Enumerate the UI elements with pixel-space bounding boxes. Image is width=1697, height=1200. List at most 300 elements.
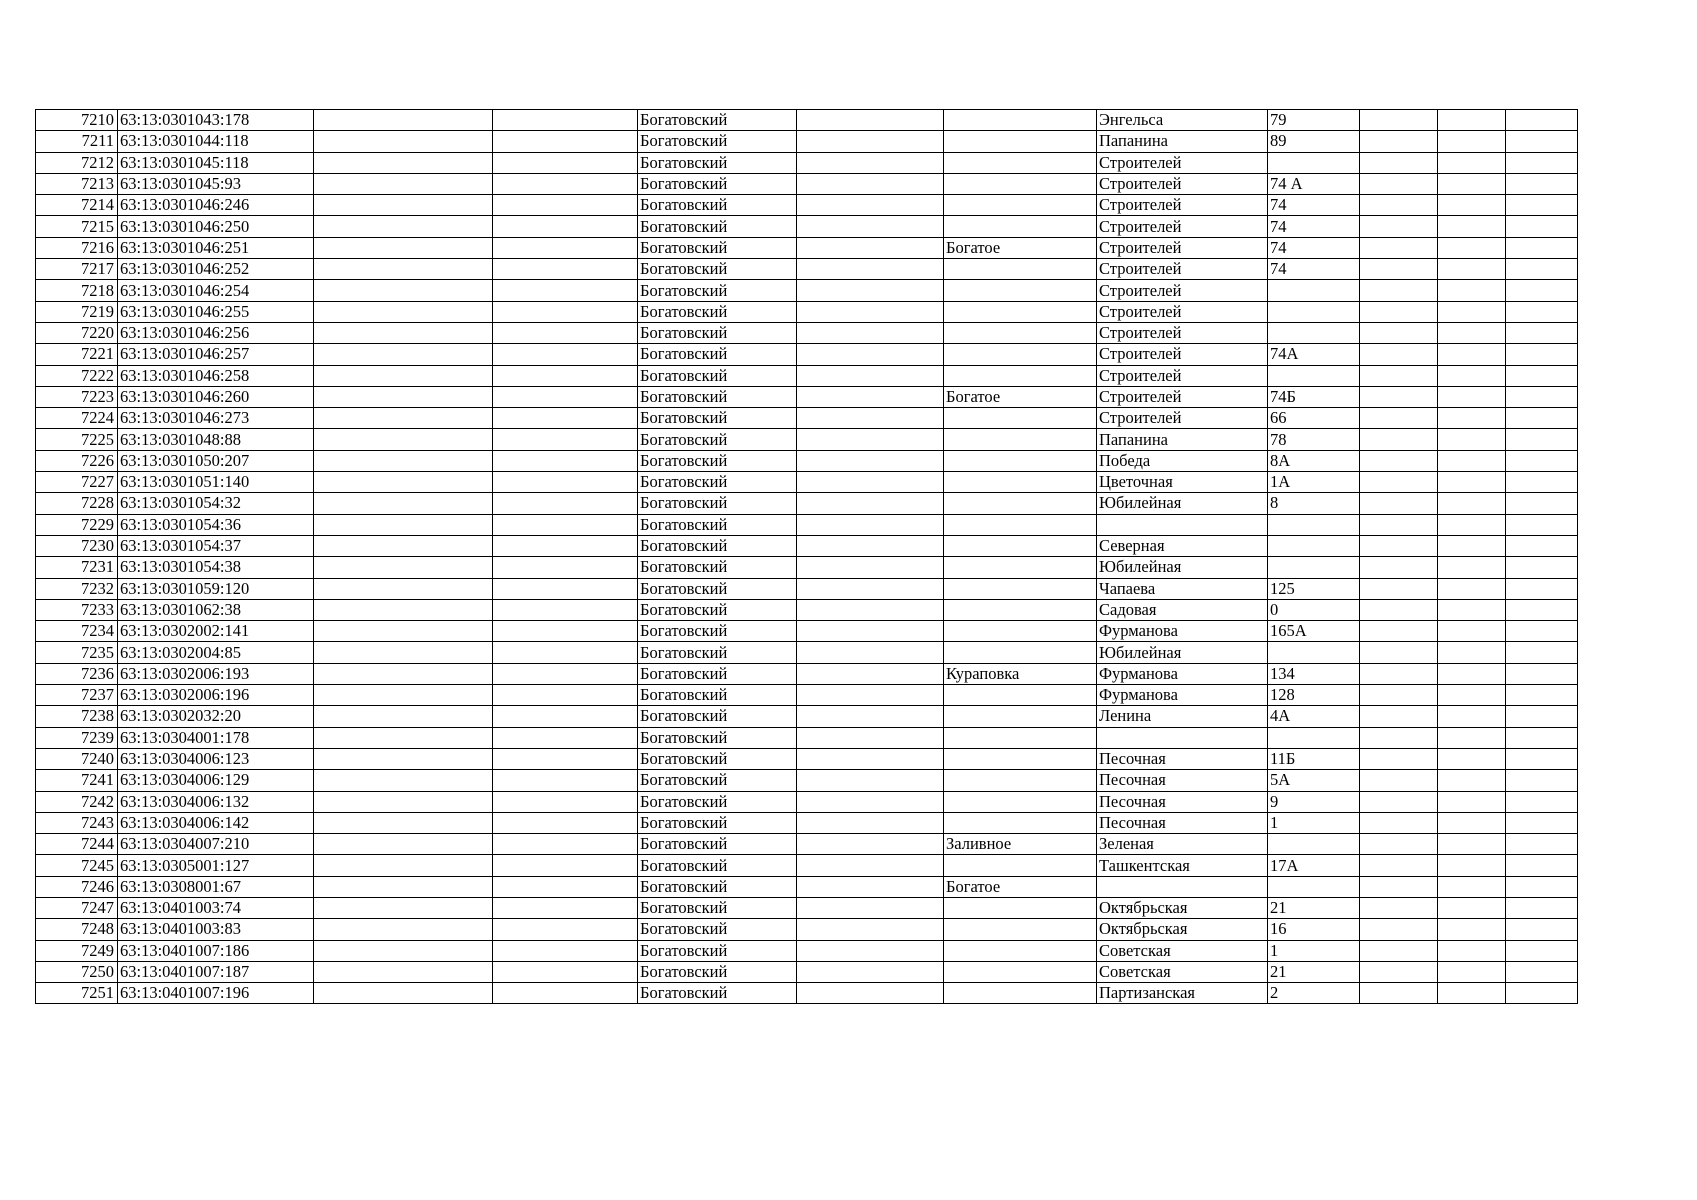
district-cell: Богатовский [638,578,797,599]
blank-cell-12 [1506,855,1578,876]
locality-cell [944,621,1097,642]
blank-cell-4 [493,685,638,706]
street-cell: Советская [1097,940,1268,961]
street-cell: Октябрьская [1097,897,1268,918]
blank-cell-12 [1506,259,1578,280]
blank-cell-6 [797,919,944,940]
district-cell: Богатовский [638,131,797,152]
cadastral-number-cell: 63:13:0301054:32 [118,493,314,514]
district-cell: Богатовский [638,855,797,876]
blank-cell-6 [797,685,944,706]
table-row [36,812,1578,833]
cadastral-number-cell: 63:13:0301054:36 [118,514,314,535]
blank-cell-6 [797,514,944,535]
blank-cell-12 [1506,152,1578,173]
table-row [36,642,1578,663]
house-number-cell [1268,322,1360,343]
blank-cell-3 [314,216,493,237]
cadastral-number-cell: 63:13:0302006:196 [118,685,314,706]
blank-cell-11 [1438,983,1506,1004]
blank-cell-11 [1438,216,1506,237]
house-number-cell: 2 [1268,983,1360,1004]
street-cell [1097,727,1268,748]
cadastral-number-cell: 63:13:0304006:123 [118,748,314,769]
blank-cell-12 [1506,599,1578,620]
blank-cell-4 [493,940,638,961]
house-number-cell: 74 [1268,195,1360,216]
street-cell: Чапаева [1097,578,1268,599]
blank-cell-11 [1438,834,1506,855]
blank-cell-10 [1360,642,1438,663]
district-cell: Богатовский [638,195,797,216]
street-cell: Ленина [1097,706,1268,727]
street-cell: Песочная [1097,791,1268,812]
blank-cell-10 [1360,621,1438,642]
blank-cell-11 [1438,237,1506,258]
cadastral-number-cell: 63:13:0304006:142 [118,812,314,833]
house-number-cell: 79 [1268,110,1360,131]
blank-cell-10 [1360,599,1438,620]
row-number-cell: 7227 [36,472,118,493]
house-number-cell [1268,365,1360,386]
table-row [36,535,1578,556]
table-row [36,216,1578,237]
street-cell: Строителей [1097,408,1268,429]
blank-cell-6 [797,535,944,556]
blank-cell-12 [1506,472,1578,493]
blank-cell-11 [1438,919,1506,940]
table-row [36,834,1578,855]
blank-cell-11 [1438,770,1506,791]
row-number-cell: 7233 [36,599,118,620]
blank-cell-4 [493,173,638,194]
blank-cell-6 [797,812,944,833]
blank-cell-4 [493,834,638,855]
blank-cell-3 [314,599,493,620]
blank-cell-3 [314,408,493,429]
street-cell: Строителей [1097,216,1268,237]
table-row [36,940,1578,961]
house-number-cell: 1 [1268,812,1360,833]
street-cell: Песочная [1097,748,1268,769]
blank-cell-6 [797,237,944,258]
blank-cell-6 [797,173,944,194]
blank-cell-3 [314,897,493,918]
blank-cell-3 [314,663,493,684]
house-number-cell [1268,727,1360,748]
cadastral-number-cell: 63:13:0302006:193 [118,663,314,684]
house-number-cell: 21 [1268,897,1360,918]
house-number-cell [1268,557,1360,578]
blank-cell-6 [797,706,944,727]
row-number-cell: 7221 [36,344,118,365]
table-row [36,514,1578,535]
blank-cell-12 [1506,812,1578,833]
cadastral-number-cell: 63:13:0304006:129 [118,770,314,791]
cadastral-number-cell: 63:13:0301046:252 [118,259,314,280]
district-cell: Богатовский [638,237,797,258]
blank-cell-11 [1438,173,1506,194]
house-number-cell: 74 [1268,259,1360,280]
district-cell: Богатовский [638,834,797,855]
house-number-cell: 8 [1268,493,1360,514]
blank-cell-10 [1360,280,1438,301]
table-row [36,195,1578,216]
locality-cell: Богатое [944,237,1097,258]
locality-cell [944,301,1097,322]
district-cell: Богатовский [638,897,797,918]
blank-cell-12 [1506,280,1578,301]
blank-cell-3 [314,322,493,343]
blank-cell-12 [1506,322,1578,343]
blank-cell-3 [314,450,493,471]
cadastral-number-cell: 63:13:0302032:20 [118,706,314,727]
row-number-cell: 7226 [36,450,118,471]
row-number-cell: 7249 [36,940,118,961]
blank-cell-11 [1438,812,1506,833]
blank-cell-11 [1438,344,1506,365]
district-cell: Богатовский [638,152,797,173]
blank-cell-11 [1438,514,1506,535]
cadastral-number-cell: 63:13:0301054:38 [118,557,314,578]
blank-cell-11 [1438,259,1506,280]
district-cell: Богатовский [638,365,797,386]
blank-cell-4 [493,983,638,1004]
cadastral-number-cell: 63:13:0401007:186 [118,940,314,961]
blank-cell-10 [1360,578,1438,599]
blank-cell-10 [1360,173,1438,194]
blank-cell-12 [1506,557,1578,578]
district-cell: Богатовский [638,983,797,1004]
blank-cell-6 [797,897,944,918]
blank-cell-3 [314,706,493,727]
district-cell: Богатовский [638,408,797,429]
house-number-cell: 0 [1268,599,1360,620]
row-number-cell: 7235 [36,642,118,663]
street-cell: Победа [1097,450,1268,471]
cadastral-number-cell: 63:13:0302004:85 [118,642,314,663]
blank-cell-12 [1506,365,1578,386]
cadastral-number-cell: 63:13:0401007:196 [118,983,314,1004]
cadastral-number-cell: 63:13:0301046:254 [118,280,314,301]
blank-cell-11 [1438,940,1506,961]
blank-cell-11 [1438,365,1506,386]
district-cell: Богатовский [638,450,797,471]
cadastral-number-cell: 63:13:0301054:37 [118,535,314,556]
table-row [36,876,1578,897]
blank-cell-6 [797,344,944,365]
row-number-cell: 7234 [36,621,118,642]
table-row [36,578,1578,599]
district-cell: Богатовский [638,876,797,897]
row-number-cell: 7241 [36,770,118,791]
blank-cell-4 [493,642,638,663]
table-row [36,408,1578,429]
blank-cell-12 [1506,663,1578,684]
locality-cell [944,599,1097,620]
blank-cell-11 [1438,280,1506,301]
cadastral-number-cell: 63:13:0308001:67 [118,876,314,897]
blank-cell-4 [493,450,638,471]
blank-cell-10 [1360,365,1438,386]
blank-cell-4 [493,727,638,748]
district-cell: Богатовский [638,322,797,343]
row-number-cell: 7251 [36,983,118,1004]
locality-cell: Заливное [944,834,1097,855]
blank-cell-10 [1360,983,1438,1004]
blank-cell-6 [797,599,944,620]
blank-cell-11 [1438,727,1506,748]
street-cell: Строителей [1097,280,1268,301]
blank-cell-11 [1438,557,1506,578]
blank-cell-11 [1438,961,1506,982]
blank-cell-12 [1506,429,1578,450]
blank-cell-11 [1438,131,1506,152]
district-cell: Богатовский [638,493,797,514]
row-number-cell: 7213 [36,173,118,194]
house-number-cell [1268,834,1360,855]
house-number-cell [1268,152,1360,173]
blank-cell-10 [1360,472,1438,493]
blank-cell-12 [1506,727,1578,748]
blank-cell-4 [493,770,638,791]
blank-cell-11 [1438,855,1506,876]
blank-cell-10 [1360,152,1438,173]
blank-cell-10 [1360,514,1438,535]
district-cell: Богатовский [638,216,797,237]
row-number-cell: 7229 [36,514,118,535]
blank-cell-6 [797,472,944,493]
row-number-cell: 7230 [36,535,118,556]
blank-cell-3 [314,195,493,216]
blank-cell-12 [1506,961,1578,982]
blank-cell-11 [1438,450,1506,471]
blank-cell-3 [314,621,493,642]
blank-cell-11 [1438,706,1506,727]
street-cell: Октябрьская [1097,919,1268,940]
blank-cell-11 [1438,301,1506,322]
locality-cell [944,748,1097,769]
blank-cell-4 [493,961,638,982]
blank-cell-4 [493,472,638,493]
row-number-cell: 7236 [36,663,118,684]
cadastral-number-cell: 63:13:0301046:251 [118,237,314,258]
cadastral-number-cell: 63:13:0301044:118 [118,131,314,152]
blank-cell-11 [1438,578,1506,599]
cadastral-number-cell: 63:13:0301051:140 [118,472,314,493]
cadastral-number-cell: 63:13:0401003:74 [118,897,314,918]
blank-cell-4 [493,897,638,918]
row-number-cell: 7212 [36,152,118,173]
house-number-cell: 1А [1268,472,1360,493]
blank-cell-4 [493,280,638,301]
cadastral-number-cell: 63:13:0301046:257 [118,344,314,365]
blank-cell-10 [1360,748,1438,769]
blank-cell-10 [1360,663,1438,684]
blank-cell-11 [1438,322,1506,343]
table-row [36,748,1578,769]
blank-cell-4 [493,344,638,365]
blank-cell-6 [797,983,944,1004]
house-number-cell: 89 [1268,131,1360,152]
locality-cell [944,344,1097,365]
blank-cell-4 [493,621,638,642]
blank-cell-4 [493,110,638,131]
table-row [36,386,1578,407]
blank-cell-3 [314,514,493,535]
blank-cell-3 [314,173,493,194]
locality-cell [944,365,1097,386]
table-row [36,365,1578,386]
blank-cell-12 [1506,791,1578,812]
blank-cell-4 [493,706,638,727]
blank-cell-12 [1506,876,1578,897]
street-cell: Строителей [1097,173,1268,194]
row-number-cell: 7211 [36,131,118,152]
house-number-cell: 1 [1268,940,1360,961]
row-number-cell: 7246 [36,876,118,897]
house-number-cell: 74 [1268,237,1360,258]
district-cell: Богатовский [638,621,797,642]
cadastral-number-cell: 63:13:0301046:256 [118,322,314,343]
table-row [36,450,1578,471]
blank-cell-6 [797,834,944,855]
cadastral-number-cell: 63:13:0301062:38 [118,599,314,620]
blank-cell-4 [493,748,638,769]
blank-cell-4 [493,514,638,535]
row-number-cell: 7239 [36,727,118,748]
table-row [36,897,1578,918]
district-cell: Богатовский [638,663,797,684]
blank-cell-6 [797,855,944,876]
house-number-cell: 78 [1268,429,1360,450]
blank-cell-6 [797,322,944,343]
blank-cell-12 [1506,748,1578,769]
blank-cell-11 [1438,152,1506,173]
row-number-cell: 7222 [36,365,118,386]
street-cell: Строителей [1097,152,1268,173]
house-number-cell [1268,876,1360,897]
blank-cell-6 [797,642,944,663]
table-row [36,557,1578,578]
district-cell: Богатовский [638,961,797,982]
blank-cell-3 [314,685,493,706]
row-number-cell: 7210 [36,110,118,131]
table-row [36,663,1578,684]
row-number-cell: 7231 [36,557,118,578]
district-cell: Богатовский [638,259,797,280]
locality-cell [944,557,1097,578]
table-row [36,770,1578,791]
district-cell: Богатовский [638,557,797,578]
district-cell: Богатовский [638,706,797,727]
table-row [36,919,1578,940]
blank-cell-3 [314,578,493,599]
blank-cell-3 [314,940,493,961]
house-number-cell [1268,514,1360,535]
blank-cell-11 [1438,748,1506,769]
table-row [36,344,1578,365]
blank-cell-6 [797,110,944,131]
blank-cell-11 [1438,535,1506,556]
blank-cell-6 [797,280,944,301]
blank-cell-12 [1506,301,1578,322]
row-number-cell: 7238 [36,706,118,727]
blank-cell-12 [1506,535,1578,556]
district-cell: Богатовский [638,514,797,535]
blank-cell-4 [493,557,638,578]
blank-cell-12 [1506,386,1578,407]
street-cell: Строителей [1097,344,1268,365]
table-row [36,855,1578,876]
house-number-cell: 11Б [1268,748,1360,769]
row-number-cell: 7215 [36,216,118,237]
blank-cell-6 [797,493,944,514]
cadastral-number-cell: 63:13:0302002:141 [118,621,314,642]
blank-cell-3 [314,301,493,322]
house-number-cell: 74А [1268,344,1360,365]
street-cell: Юбилейная [1097,557,1268,578]
blank-cell-6 [797,365,944,386]
blank-cell-12 [1506,578,1578,599]
street-cell: Папанина [1097,429,1268,450]
blank-cell-12 [1506,493,1578,514]
blank-cell-12 [1506,621,1578,642]
blank-cell-10 [1360,685,1438,706]
blank-cell-12 [1506,237,1578,258]
house-number-cell [1268,301,1360,322]
locality-cell [944,514,1097,535]
blank-cell-4 [493,535,638,556]
street-cell: Фурманова [1097,663,1268,684]
locality-cell [944,812,1097,833]
district-cell: Богатовский [638,812,797,833]
house-number-cell: 128 [1268,685,1360,706]
house-number-cell [1268,535,1360,556]
house-number-cell: 9 [1268,791,1360,812]
cadastral-number-cell: 63:13:0301045:118 [118,152,314,173]
blank-cell-3 [314,748,493,769]
row-number-cell: 7245 [36,855,118,876]
blank-cell-4 [493,812,638,833]
blank-cell-6 [797,152,944,173]
blank-cell-3 [314,429,493,450]
table-row [36,599,1578,620]
blank-cell-10 [1360,876,1438,897]
cadastral-number-cell: 63:13:0301050:207 [118,450,314,471]
district-cell: Богатовский [638,110,797,131]
street-cell: Партизанская [1097,983,1268,1004]
table-row [36,685,1578,706]
district-cell: Богатовский [638,599,797,620]
street-cell: Строителей [1097,301,1268,322]
row-number-cell: 7216 [36,237,118,258]
cadastral-number-cell: 63:13:0401007:187 [118,961,314,982]
locality-cell [944,195,1097,216]
blank-cell-12 [1506,983,1578,1004]
blank-cell-4 [493,855,638,876]
locality-cell [944,493,1097,514]
blank-cell-11 [1438,791,1506,812]
blank-cell-3 [314,280,493,301]
row-number-cell: 7219 [36,301,118,322]
table-row [36,280,1578,301]
blank-cell-11 [1438,663,1506,684]
blank-cell-3 [314,493,493,514]
blank-cell-6 [797,770,944,791]
blank-cell-12 [1506,131,1578,152]
blank-cell-6 [797,663,944,684]
